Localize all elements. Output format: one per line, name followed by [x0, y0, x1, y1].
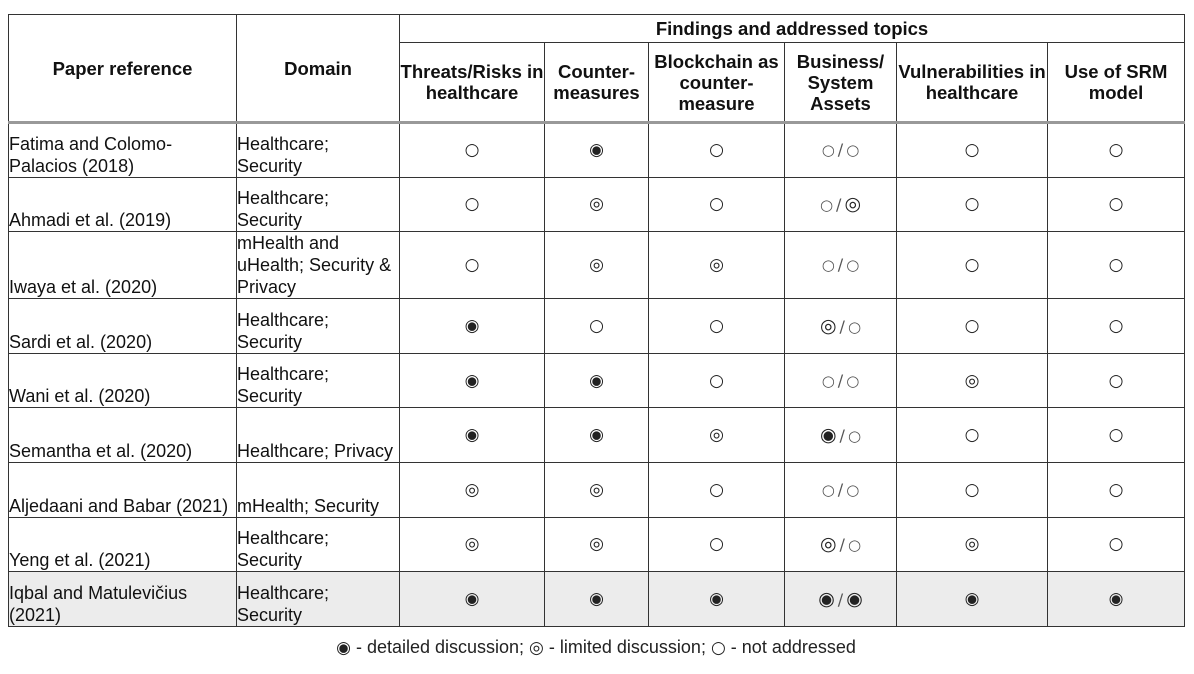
- srm-mark: ○: [1048, 177, 1185, 232]
- domain-cell: Healthcare; Security: [237, 177, 400, 232]
- system-mark: ◎: [844, 193, 862, 216]
- srm-mark: ○: [1048, 462, 1185, 517]
- srm-mark: ◉: [1048, 572, 1185, 627]
- threats-mark: ◉: [400, 353, 545, 408]
- threats-mark: ○: [400, 123, 545, 178]
- table-row: [9, 123, 1185, 178]
- separator: /: [837, 255, 844, 275]
- vulnerabilities-mark: ○: [897, 408, 1048, 463]
- blockchain-mark: ◎: [649, 408, 785, 463]
- separator: /: [836, 195, 842, 215]
- legend-detailed-text: - detailed discussion;: [350, 636, 530, 657]
- srm-mark: ○: [1048, 408, 1185, 463]
- business-mark: ○: [821, 480, 835, 499]
- domain-cell: Healthcare; Security: [237, 123, 400, 178]
- system-mark: ◉: [846, 587, 863, 610]
- vulnerabilities-mark: ◉: [897, 572, 1048, 627]
- domain-cell: Healthcare; Security: [237, 299, 400, 354]
- table-row: [9, 517, 1185, 572]
- countermeasures-mark: ◎: [545, 517, 649, 572]
- srm-mark: ○: [1048, 299, 1185, 354]
- separator: /: [837, 589, 844, 609]
- header-business-assets: Business/ System Assets: [785, 43, 897, 123]
- vulnerabilities-mark: ○: [897, 177, 1048, 232]
- domain-cell: Healthcare; Privacy: [237, 408, 400, 463]
- paper-reference-cell: Aljedaani and Babar (2021): [9, 462, 237, 517]
- countermeasures-mark: ◎: [545, 177, 649, 232]
- paper-reference-cell: Iqbal and Matulevičius (2021): [9, 572, 237, 627]
- paper-reference-cell: Semantha et al. (2020): [9, 408, 237, 463]
- business-mark: ○: [821, 256, 835, 275]
- threats-mark: ◉: [400, 299, 545, 354]
- table-row: [9, 232, 1185, 299]
- threats-mark: ◎: [400, 517, 545, 572]
- srm-mark: ○: [1048, 123, 1185, 178]
- literature-comparison-table: [8, 14, 1185, 627]
- separator: /: [839, 535, 845, 555]
- domain-cell: mHealth and uHealth; Security & Privacy: [237, 232, 400, 299]
- assets-mark: [785, 177, 897, 232]
- legend-limited-text: - limited discussion;: [543, 636, 711, 657]
- threats-mark: ◎: [400, 462, 545, 517]
- threats-mark: ○: [400, 177, 545, 232]
- blockchain-mark: ◉: [649, 572, 785, 627]
- header-vulnerabilities: Vulnerabilities in healthcare: [897, 43, 1048, 123]
- table-row: [9, 177, 1185, 232]
- limited-discussion-icon: ◎: [529, 637, 544, 658]
- paper-reference-cell: Iwaya et al. (2020): [9, 232, 237, 299]
- header-blockchain: Blockchain as counter-measure: [649, 43, 785, 123]
- header-srm-model: Use of SRM model: [1048, 43, 1185, 123]
- countermeasures-mark: ◎: [545, 232, 649, 299]
- system-mark: ○: [847, 317, 862, 336]
- blockchain-mark: ○: [649, 299, 785, 354]
- vulnerabilities-mark: ○: [897, 462, 1048, 517]
- separator: /: [837, 140, 844, 160]
- threats-mark: ○: [400, 232, 545, 299]
- assets-mark: [785, 353, 897, 408]
- table-row-highlighted: [9, 572, 1185, 627]
- system-mark: ○: [846, 480, 860, 499]
- legend-none-text: - not addressed: [725, 636, 856, 657]
- blockchain-mark: ○: [649, 462, 785, 517]
- table-row: [9, 353, 1185, 408]
- system-mark: ○: [847, 536, 862, 555]
- table-row: [9, 462, 1185, 517]
- assets-mark: [785, 408, 897, 463]
- vulnerabilities-mark: ◎: [897, 353, 1048, 408]
- business-mark: ○: [821, 371, 835, 390]
- table-body: [9, 123, 1185, 627]
- business-mark: ◉: [818, 587, 835, 610]
- assets-mark: [785, 299, 897, 354]
- separator: /: [839, 316, 845, 336]
- domain-cell: mHealth; Security: [237, 462, 400, 517]
- business-mark: ◎: [819, 533, 837, 556]
- header-paper-reference: Paper reference: [9, 15, 237, 123]
- vulnerabilities-mark: ○: [897, 123, 1048, 178]
- vulnerabilities-mark: ○: [897, 232, 1048, 299]
- countermeasures-mark: ◉: [545, 353, 649, 408]
- literature-table-container: [8, 14, 1185, 658]
- detailed-discussion-icon: ◉: [336, 637, 351, 658]
- vulnerabilities-mark: ○: [897, 299, 1048, 354]
- blockchain-mark: ○: [649, 123, 785, 178]
- header-domain: Domain: [237, 15, 400, 123]
- system-mark: ○: [847, 427, 862, 446]
- header-threats: Threats/Risks in healthcare: [400, 43, 545, 123]
- system-mark: ○: [846, 256, 860, 275]
- blockchain-mark: ○: [649, 517, 785, 572]
- blockchain-mark: ○: [649, 177, 785, 232]
- blockchain-mark: ○: [649, 353, 785, 408]
- table-row: [9, 299, 1185, 354]
- domain-cell: Healthcare; Security: [237, 353, 400, 408]
- business-mark: ◎: [819, 314, 837, 337]
- vulnerabilities-mark: ◎: [897, 517, 1048, 572]
- paper-reference-cell: Yeng et al. (2021): [9, 517, 237, 572]
- countermeasures-mark: ○: [545, 299, 649, 354]
- countermeasures-mark: ◉: [545, 123, 649, 178]
- countermeasures-mark: ◉: [545, 408, 649, 463]
- assets-mark: [785, 232, 897, 299]
- assets-mark: [785, 572, 897, 627]
- system-mark: ○: [846, 371, 860, 390]
- business-mark: ○: [821, 141, 835, 160]
- paper-reference-cell: Fatima and Colomo-Palacios (2018): [9, 123, 237, 178]
- countermeasures-mark: ◉: [545, 572, 649, 627]
- assets-mark: [785, 462, 897, 517]
- header-findings-group: Findings and addressed topics: [400, 15, 1185, 43]
- legend: [8, 637, 1184, 658]
- countermeasures-mark: ◎: [545, 462, 649, 517]
- domain-cell: Healthcare; Security: [237, 572, 400, 627]
- domain-cell: Healthcare; Security: [237, 517, 400, 572]
- header-countermeasures: Counter-measures: [545, 43, 649, 123]
- separator: /: [837, 370, 844, 390]
- paper-reference-cell: Wani et al. (2020): [9, 353, 237, 408]
- separator: /: [837, 479, 844, 499]
- business-mark: ○: [819, 196, 834, 215]
- assets-mark: [785, 123, 897, 178]
- table-row: [9, 408, 1185, 463]
- blockchain-mark: ◎: [649, 232, 785, 299]
- srm-mark: ○: [1048, 353, 1185, 408]
- threats-mark: ◉: [400, 572, 545, 627]
- assets-mark: [785, 517, 897, 572]
- srm-mark: ○: [1048, 232, 1185, 299]
- paper-reference-cell: Sardi et al. (2020): [9, 299, 237, 354]
- not-addressed-icon: ○: [710, 637, 726, 658]
- system-mark: ○: [846, 141, 860, 160]
- srm-mark: ○: [1048, 517, 1185, 572]
- business-mark: ◉: [819, 424, 837, 447]
- separator: /: [839, 426, 845, 446]
- paper-reference-cell: Ahmadi et al. (2019): [9, 177, 237, 232]
- threats-mark: ◉: [400, 408, 545, 463]
